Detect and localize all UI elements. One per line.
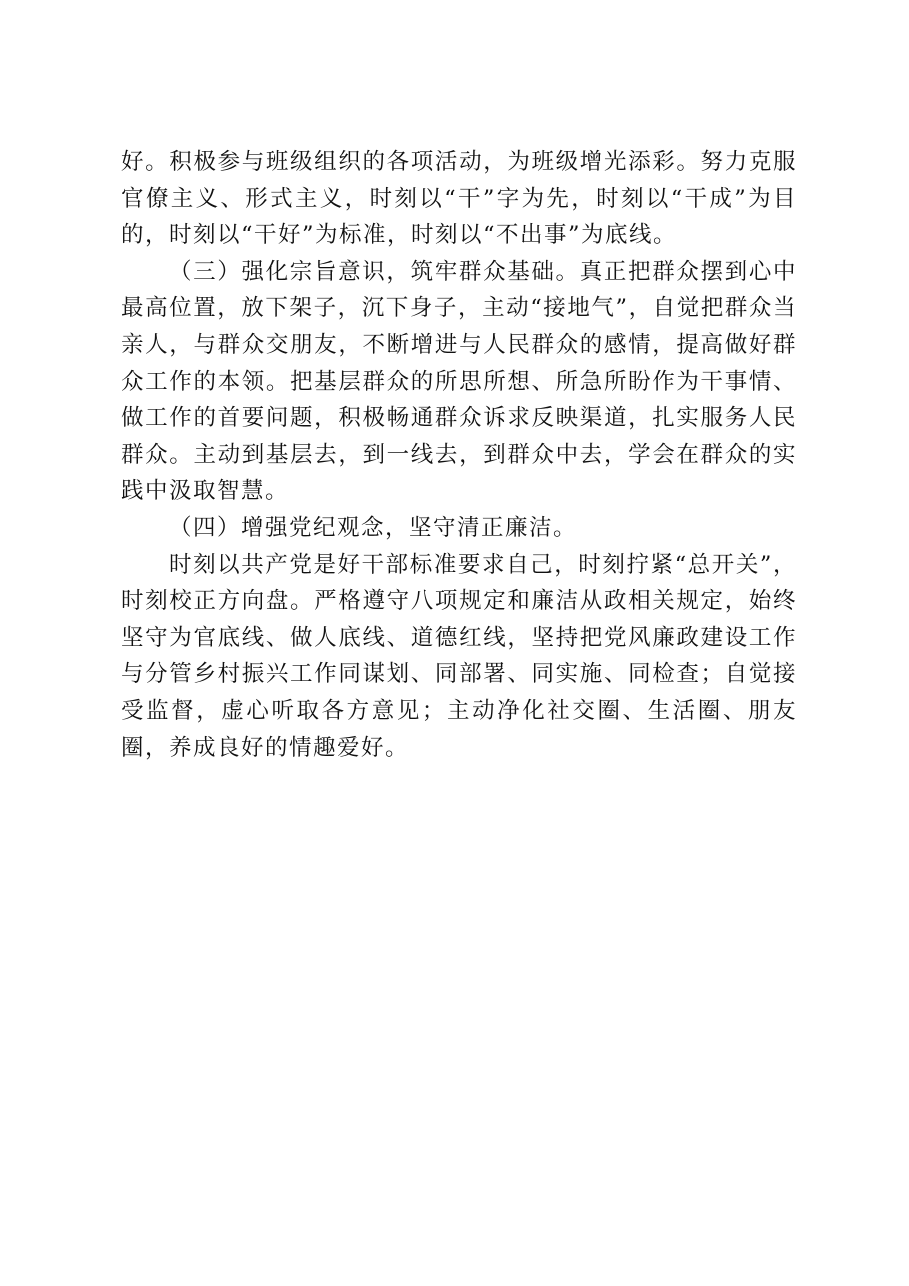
paragraph-section-four-heading: （四）增强党纪观念，坚守清正廉洁。 (169, 514, 578, 541)
paragraph-section-three: （三）强化宗旨意识，筑牢群众基础。真正把群众摆到心中最高位置，放下架子，沉下身子，主动“接地气”，自觉把群众当亲人，与群众交朋友，不断增进与人民群众的感情，提高做好群众工作的本领。把基层群众的所思所想、所急所盼作为干事情、做工作的首要问题，积极畅通群众诉求反映渠道，扎实服务人民群众。主动到基层去，到一线去，到群众中去，学会在群众的实践中汲取智慧。 (121, 258, 797, 505)
paragraph-section-four-body: 时刻以共产党是好干部标准要求自己，时刻拧紧“总开关”，时刻校正方向盘。严格遵守八项规定和廉洁从政相关规定，始终坚守为官底线、做人底线、道德红线，坚持把党风廉政建设工作与分管乡村振兴工作同谋划、同部署、同实施、同检查；自觉接受监督，虚心听取各方意见；主动净化社交圈、生活圈、朋友圈，养成良好的情趣爱好。 (121, 551, 797, 761)
document-body (121, 144, 797, 766)
paragraph-continuation: 好。积极参与班级组织的各项活动，为班级增光添彩。努力克服官僚主义、形式主义，时刻以“干”字为先，时刻以“干成”为目的，时刻以“干好”为标准，时刻以“不出事”为底线。 (121, 149, 797, 249)
